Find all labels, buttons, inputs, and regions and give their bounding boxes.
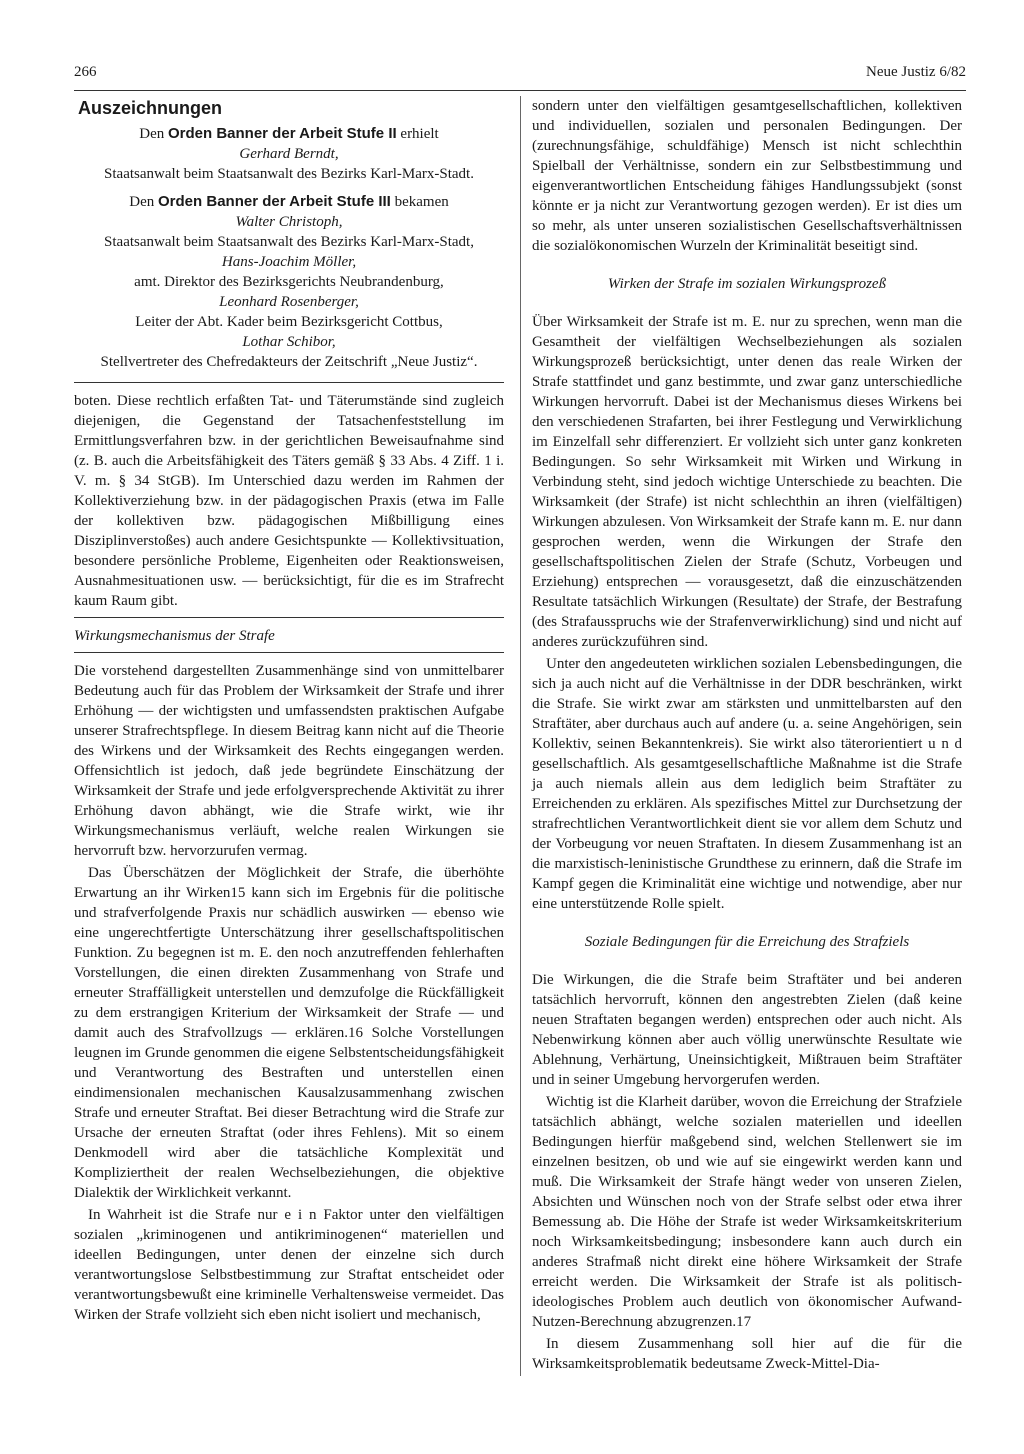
section-rule xyxy=(74,652,504,653)
award-recipient-name: Hans-Joachim Möller, xyxy=(221,254,357,270)
award-group-1-suffix: erhielt xyxy=(396,126,439,142)
body-paragraph: sondern unter den vielfältigen gesamtgesellschaftlichen, kollektiven und individuellen, sozialen und personalen Bedingungen. Der (zurechnungsfähige, schuldfähige) Mensch ist nicht schlechthin Spielball der Verhältnisse, sondern ein zur Selbstbestimmung und eigenverantwortlichen Entscheidung fähiges Handlungssubjekt (sonst könnte er ja nicht zur Verantwortung gezogen werden). Er ist dies um so mehr, als unter unseren sozialistischen Gesellschaftsverhältnissen die sozialökonomischen Wurzeln der Kriminalität beseitigt sind. xyxy=(532,98,962,254)
award-recipient-name: Leonhard Rosenberger, xyxy=(219,294,359,310)
body-paragraph: Das Überschätzen der Möglichkeit der Strafe, die überhöhte Erwartung an ihr Wirken15 kann sich im Ergebnis für die politische und strafverfolgende Praxis nur schädlich auswirken — ebenso wie eine ungerechtfertigte Unterschätzung ihrer gesellschaftspolitischen Funktion. Zu begegnen ist m. E. den noch anzutreffenden fehlerhaften Vorstellungen, die einen direkten Zusammenhang von Strafe und erneuter Straffälligkeit unterstellen und demzufolge die Rückfälligkeit zu dem erstrangigen Kriterium der Wirksamkeit der Strafe — und damit auch des Strafvollzugs — erklären.16 Solche Vorstellungen leugnen im Grunde genommen die eigene Selbstentscheidungsfähigkeit und Verantwortung des Bestraften und unterstellen einen eindimensionalen mechanischen Kausalzusammenhang zwischen Strafe und erneuter Straftat. Bei dieser Betrachtung wird die Strafe zur Ursache der erneuten Straftat (oder ihres Fehlens). Mit so einem Denkmodell wird aber die tatsächliche Komplexität und Kompliziertheit der realen Wechselbeziehungen, die objektive Dialektik der Wirklichkeit verkannt. xyxy=(74,865,504,1201)
right-column xyxy=(532,96,962,1376)
body-paragraph: Wichtig ist die Klarheit darüber, wovon die Erreichung der Strafziele tatsächlich abhängt, welche sozialen materiellen und ideellen Bedingungen hierfür maßgebend sind, welchen Stellenwert sie im einzelnen besitzen, ob und wie auf sie eingewirkt werden kann und muß. Die Wirksamkeit der Strafe hängt weder von unseren Zielen, Absichten und Wünschen noch von der Strafe selbst oder etwa ihrer Bemessung ab. Die Höhe der Strafe ist weder Wirksamkeitskriterium noch Wirksamkeitsbedingung; insbesondere kann auch durch ein anderes Strafmaß nicht direkt eine höhere Wirksamkeit der Strafe erreicht werden. Die Wirksamkeit der Strafe ist als politisch-ideologisches Problem auch deutlich von ökonomischer Aufwand-Nutzen-Berechnung abzugrenzen.17 xyxy=(532,1094,962,1330)
body-paragraph: Die Wirkungen, die die Strafe beim Straftäter und bei anderen tatsächlich hervorruft, können den angestrebten Zielen (daß keine neuen Straftaten begangen werden) entsprechen oder auch nicht. Als Nebenwirkung können aber auch völlig unerwünschte Resultate wie Ablehnung, Verhärtung, Uneinsichtigkeit, Mißtrauen beim Straftäter und in seiner Umgebung hervorgerufen werden. xyxy=(532,972,962,1088)
body-paragraph: Die vorstehend dargestellten Zusammenhänge sind von unmittelbarer Bedeutung auch für das Problem der Wirksamkeit der Strafe und ihrer Erhöhung — der wichtigsten und umfassendsten praktischen Aufgabe unserer Strafrechtspflege. In diesem Beitrag kann nicht auf die Theorie des Wirkens und der Wirksamkeit des Rechts eingegangen werden. Offensichtlich ist jedoch, daß jede begründete Einschätzung der Wirksamkeit der Strafe und jede erfolgversprechende Aktivität zu ihrer Erhöhung davon abhängt, wie die Strafe wirkt, wie ihr Wirkungsmechanismus verläuft, welche realen Wirkungen sie hervorruft bzw. hervorzurufen vermag. xyxy=(74,663,504,859)
header-rule xyxy=(74,90,966,91)
award-group-1-line xyxy=(74,124,504,144)
body-paragraph: In diesem Zusammenhang soll hier auf die für die Wirksamkeitsproblematik bedeutsame Zweck-Mittel-Dia- xyxy=(532,1336,962,1372)
award-recipient-role: Stellvertreter des Chefredakteurs der Zeitschrift „Neue Justiz“. xyxy=(100,354,478,370)
award-group-1-prefix: Den xyxy=(139,126,168,142)
award-recipient-name: Gerhard Berndt, xyxy=(239,146,339,162)
award-recipient-role: amt. Direktor des Bezirksgerichts Neubrandenburg, xyxy=(134,274,444,290)
page-header xyxy=(74,64,966,86)
section-heading: Wirkungsmechanismus der Strafe xyxy=(74,628,275,644)
section-heading: Wirken der Strafe im sozialen Wirkungsprozeß xyxy=(607,276,887,292)
award-group-1-order: Orden Banner der Arbeit Stufe II xyxy=(168,125,397,142)
award-group-2-line xyxy=(74,192,504,212)
award-recipient-name: Lothar Schibor, xyxy=(242,334,336,350)
journal-issue: Neue Justiz 6/82 xyxy=(866,64,966,80)
body-paragraph: Über Wirksamkeit der Strafe ist m. E. nur zu sprechen, wenn man die Gesamtheit der vielfältigen Wechselbeziehungen als sozialen Wirkungsprozeß berücksichtigt, unter denen das reale Wirken der Strafe stattfindet und ganz bestimmte, und zwar ganz unterschiedliche Wirkungen hervorruft. Dabei ist der Mechanismus dieses Wirkens bei den verschiedenen Strafarten, bei ihrer Festlegung und Verwirklichung im Einzelfall sehr differenziert. Er vollzieht sich unter ganz konkreten Bedingungen. So sehr Wirksamkeit mit Wirken und Wirkung in Verbindung steht, sind jedoch wichtige Unterschiede zu beachten. Die Wirksamkeit (der Strafe) ist nicht schlechthin an ihren (vielfältigen) Wirkungen abzulesen. Von Wirksamkeit der Strafe kann m. E. nur dann gesprochen werden, wenn die Wirkungen der Strafe den gesellschaftspolitischen Zielen der Strafe (Schutz, Vorbeugen und Erziehung) entsprechen — vorausgesetzt, daß die einzuschätzenden Resultate tatsächlich Wirkungen (Resultate) der Strafe, der Bestrafung (des Strafausspruchs wie der Strafenverwirklichung) sind und nicht auf anderes zurückzuführen sind. xyxy=(532,314,962,650)
section-rule xyxy=(74,617,504,618)
award-recipient-role: Staatsanwalt beim Staatsanwalt des Bezirks Karl-Marx-Stadt, xyxy=(104,234,474,250)
left-column xyxy=(74,96,504,1327)
awards-title: Auszeichnungen xyxy=(78,98,223,118)
body-paragraph: boten. Diese rechtlich erfaßten Tat- und Täterumstände sind zugleich diejenigen, die Gegenstand der Tatsachenfeststellung im Ermittlungsverfahren bzw. in der gerichtlichen Beweisaufnahme sind (z. B. auch die Arbeitsfähigkeit des Täters gemäß § 33 Abs. 4 Ziff. 1 i. V. m. § 34 StGB). Im Unterschied dazu werden im Rahmen der Kollektiverziehung bzw. in der pädagogischen Praxis (etwa im Falle der kollektiven bzw. pädagogischen Mißbilligung eines Disziplinverstoßes) auch andere Gesichtspunkte — Kollektivsituation, besondere persönliche Probleme, Eigenheiten oder Reaktionsweisen, Ausnahmesituationen usw. — berücksichtigt, für die es im Strafrecht kaum Raum gibt. xyxy=(74,393,504,609)
award-recipient-role: Leiter der Abt. Kader beim Bezirksgericht Cottbus, xyxy=(135,314,443,330)
award-group-2-order: Orden Banner der Arbeit Stufe III xyxy=(158,193,391,210)
section-heading: Soziale Bedingungen für die Erreichung des Strafziels xyxy=(584,934,910,950)
awards-box-rule xyxy=(74,382,504,383)
award-recipient-role: Staatsanwalt beim Staatsanwalt des Bezirks Karl-Marx-Stadt. xyxy=(104,166,474,182)
column-divider xyxy=(520,96,521,1376)
award-group-2-suffix: bekamen xyxy=(390,194,449,210)
body-paragraph: In Wahrheit ist die Strafe nur e i n Faktor unter den vielfältigen sozialen „kriminogenen und antikriminogenen“ materiellen und ideellen Bedingungen, unter denen der einzelne sich durch verantwortungslose Selbstbestimmung zur Straftat entscheidet oder verantwortungsbewußt eine kriminelle Verhaltensweise vermeidet. Das Wirken der Strafe vollzieht sich eben nicht isoliert und mechanisch, xyxy=(74,1207,504,1323)
award-recipient-name: Walter Christoph, xyxy=(235,214,343,230)
body-paragraph: Unter den angedeuteten wirklichen sozialen Lebensbedingungen, die sich ja auch nicht auf die Verhältnisse in der DDR beschränken, wirkt die Strafe. Sie wirkt zwar am stärksten und unmittelbarsten auf den Straftäter, aber durchaus auch auf andere (u. a. seine Angehörigen, sein Kollektiv, seinen Bekanntenkreis). Sie wirkt also täterorientiert u n d gesellschaftlich. Als gesamtgesellschaftliche Maßnahme ist die Strafe ja auch niemals allein aus dem lediglich beim Straftäter zu Erreichenden zu erklären. Als spezifisches Mittel zur Durchsetzung der strafrechtlichen Verantwortlichkeit dient sie vor allem dem Schutz und der Vorbeugung vor neuen Straftaten. In diesem Zusammenhang ist an die marxistisch-leninistische Grundthese zu erinnern, daß die Strafe im Kampf gegen die Kriminalität eine wichtige und notwendige, aber nur eine unterstützende Rolle spielt. xyxy=(532,656,962,912)
awards-box xyxy=(74,98,504,372)
page-number: 266 xyxy=(74,64,97,80)
award-group-2-prefix: Den xyxy=(129,194,159,210)
